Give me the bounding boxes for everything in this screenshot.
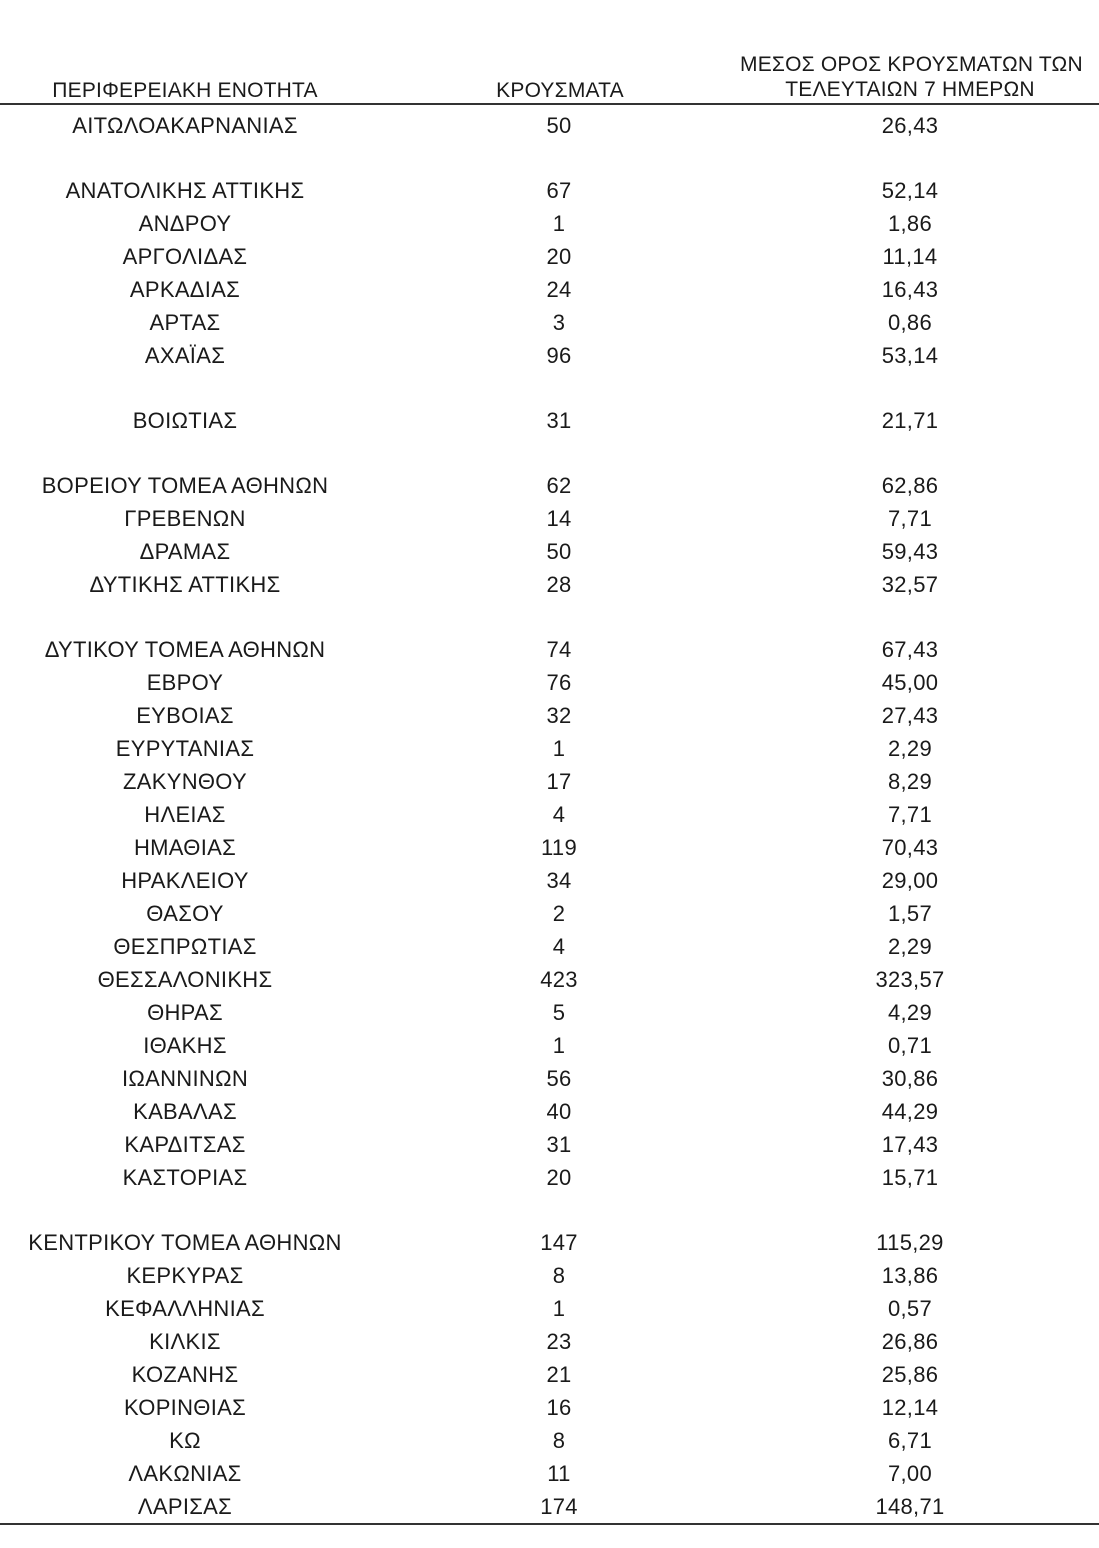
- table-row: [0, 404, 1099, 437]
- region-name-cell: ΚΕΝΤΡΙΚΟΥ ΤΟΜΕΑ ΑΘΗΝΩΝ: [28, 1230, 342, 1255]
- region-name-cell: ΚΑΣΤΟΡΙΑΣ: [122, 1165, 248, 1190]
- table-row: [0, 897, 1099, 930]
- column-header-average-line2: ΤΕΛΕΥΤΑΙΩΝ 7 ΗΜΕΡΩΝ: [785, 78, 1035, 101]
- cases-cell: 2: [552, 901, 566, 926]
- table-row: [0, 633, 1099, 666]
- table-row: [0, 1358, 1099, 1391]
- average-cell: 148,71: [875, 1494, 945, 1519]
- header-rule: [0, 103, 1099, 105]
- region-name-cell: ΑΧΑΪΑΣ: [144, 343, 226, 368]
- average-cell: 26,86: [881, 1329, 939, 1354]
- footer-rule: [0, 1523, 1099, 1525]
- column-header-average: [740, 52, 1083, 102]
- table-row: [0, 1029, 1099, 1062]
- cases-cell: 40: [546, 1099, 572, 1124]
- table-row: [0, 1095, 1099, 1128]
- average-cell: 2,29: [887, 934, 933, 959]
- column-header-average-line1: ΜΕΣΟΣ ΟΡΟΣ ΚΡΟΥΣΜΑΤΩΝ ΤΩΝ: [740, 53, 1083, 76]
- region-name-cell: ΗΜΑΘΙΑΣ: [133, 835, 237, 860]
- cases-cell: 96: [546, 343, 572, 368]
- region-name-cell: ΕΥΡΥΤΑΝΙΑΣ: [115, 736, 255, 761]
- average-cell: 26,43: [881, 113, 939, 138]
- cases-cell: 32: [546, 703, 572, 728]
- table-row: [0, 699, 1099, 732]
- average-cell: 17,43: [881, 1132, 939, 1157]
- table-row: [0, 339, 1099, 372]
- average-cell: 45,00: [881, 670, 939, 695]
- region-name-cell: ΙΘΑΚΗΣ: [143, 1033, 227, 1058]
- column-header-cases: ΚΡΟΥΣΜΑΤΑ: [496, 79, 624, 102]
- average-cell: 323,57: [875, 967, 945, 992]
- region-name-cell: ΒΟΙΩΤΙΑΣ: [132, 408, 238, 433]
- region-name-cell: ΒΟΡΕΙΟΥ ΤΟΜΕΑ ΑΘΗΝΩΝ: [41, 473, 329, 498]
- cases-cell: 34: [546, 868, 572, 893]
- region-name-cell: ΚΕΦΑΛΛΗΝΙΑΣ: [105, 1296, 265, 1321]
- cases-cell: 76: [546, 670, 572, 695]
- table-row: [0, 1161, 1099, 1194]
- region-name-cell: ΗΡΑΚΛΕΙΟΥ: [121, 868, 249, 893]
- average-cell: 32,57: [881, 572, 939, 597]
- cases-cell: 24: [546, 277, 572, 302]
- region-name-cell: ΑΝΑΤΟΛΙΚΗΣ ΑΤΤΙΚΗΣ: [65, 178, 305, 203]
- region-name-cell: ΔΡΑΜΑΣ: [139, 539, 231, 564]
- cases-cell: 8: [552, 1263, 566, 1288]
- table-row: [0, 963, 1099, 996]
- cases-cell: 74: [546, 637, 572, 662]
- average-cell: 62,86: [881, 473, 939, 498]
- table-row: [0, 864, 1099, 897]
- average-cell: 12,14: [881, 1395, 939, 1420]
- table-row: [0, 798, 1099, 831]
- table-body: [0, 109, 1099, 1523]
- cases-cell: 31: [546, 408, 572, 433]
- average-cell: 4,29: [887, 1000, 933, 1025]
- region-name-cell: ΘΕΣΣΑΛΟΝΙΚΗΣ: [97, 967, 273, 992]
- table-row: [0, 1226, 1099, 1259]
- table-row: [0, 1457, 1099, 1490]
- region-name-cell: ΙΩΑΝΝΙΝΩΝ: [121, 1066, 249, 1091]
- cases-cell: 4: [552, 802, 566, 827]
- table-row: [0, 996, 1099, 1029]
- region-name-cell: ΑΡΚΑΔΙΑΣ: [129, 277, 241, 302]
- average-cell: 30,86: [881, 1066, 939, 1091]
- cases-cell: 20: [546, 244, 572, 269]
- average-cell: 13,86: [881, 1263, 939, 1288]
- cases-cell: 3: [552, 310, 566, 335]
- region-name-cell: ΑΙΤΩΛΟΑΚΑΡΝΑΝΙΑΣ: [72, 113, 298, 138]
- cases-cell: 67: [546, 178, 572, 203]
- cases-cell: 20: [546, 1165, 572, 1190]
- region-name-cell: ΚΑΡΔΙΤΣΑΣ: [124, 1132, 246, 1157]
- region-name-cell: ΛΑΚΩΝΙΑΣ: [128, 1461, 242, 1486]
- region-name-cell: ΘΑΣΟΥ: [146, 901, 224, 926]
- region-name-cell: ΓΡΕΒΕΝΩΝ: [124, 506, 246, 531]
- cases-cell: 17: [546, 769, 572, 794]
- average-cell: 1,57: [887, 901, 933, 926]
- average-cell: 52,14: [881, 178, 939, 203]
- table-row: [0, 831, 1099, 864]
- region-name-cell: ΕΒΡΟΥ: [146, 670, 224, 695]
- average-cell: 44,29: [881, 1099, 939, 1124]
- average-cell: 16,43: [881, 277, 939, 302]
- region-name-cell: ΚΩ: [169, 1428, 201, 1453]
- cases-cell: 31: [546, 1132, 572, 1157]
- region-name-cell: ΔΥΤΙΚΟΥ ΤΟΜΕΑ ΑΘΗΝΩΝ: [44, 637, 326, 662]
- table-row: [0, 240, 1099, 273]
- table-row: [0, 1292, 1099, 1325]
- table-row: [0, 765, 1099, 798]
- average-cell: 1,86: [887, 211, 933, 236]
- cases-cell: 50: [546, 113, 572, 138]
- region-name-cell: ΚΟΡΙΝΘΙΑΣ: [124, 1395, 246, 1420]
- cases-cell: 1: [552, 1296, 566, 1321]
- table-row: [0, 568, 1099, 601]
- region-name-cell: ΚΕΡΚΥΡΑΣ: [126, 1263, 244, 1288]
- region-name-cell: ΔΥΤΙΚΗΣ ΑΤΤΙΚΗΣ: [89, 572, 281, 597]
- column-header-region: ΠΕΡΙΦΕΡΕΙΑΚΗ ΕΝΟΤΗΤΑ: [52, 79, 318, 102]
- cases-cell: 4: [552, 934, 566, 959]
- cases-cell: 21: [546, 1362, 572, 1387]
- average-cell: 7,71: [887, 506, 933, 531]
- table-row: [0, 273, 1099, 306]
- table-row: [0, 207, 1099, 240]
- table-row: [0, 1128, 1099, 1161]
- region-name-cell: ΘΗΡΑΣ: [147, 1000, 223, 1025]
- table-row: [0, 174, 1099, 207]
- region-name-cell: ΖΑΚΥΝΘΟΥ: [123, 769, 247, 794]
- average-cell: 70,43: [881, 835, 939, 860]
- cases-cell: 56: [546, 1066, 572, 1091]
- cases-cell: 14: [546, 506, 572, 531]
- region-name-cell: ΚΑΒΑΛΑΣ: [133, 1099, 237, 1124]
- table-row: [0, 1424, 1099, 1457]
- region-name-cell: ΗΛΕΙΑΣ: [144, 802, 226, 827]
- table-row: [0, 1490, 1099, 1523]
- table-row: [0, 535, 1099, 568]
- region-name-cell: ΚΟΖΑΝΗΣ: [131, 1362, 239, 1387]
- table-row: [0, 1259, 1099, 1292]
- average-cell: 6,71: [887, 1428, 933, 1453]
- average-cell: 53,14: [881, 343, 939, 368]
- cases-cell: 23: [546, 1329, 572, 1354]
- region-name-cell: ΚΙΛΚΙΣ: [149, 1329, 221, 1354]
- average-cell: 0,86: [887, 310, 933, 335]
- average-cell: 0,57: [887, 1296, 933, 1321]
- table-row: [0, 469, 1099, 502]
- cases-cell: 62: [546, 473, 572, 498]
- cases-cell: 8: [552, 1428, 566, 1453]
- cases-cell: 423: [540, 967, 578, 992]
- region-name-cell: ΕΥΒΟΙΑΣ: [136, 703, 234, 728]
- table-row: [0, 1391, 1099, 1424]
- average-cell: 0,71: [887, 1033, 933, 1058]
- average-cell: 115,29: [876, 1230, 944, 1255]
- cases-cell: 5: [552, 1000, 566, 1025]
- cases-cell: 11: [547, 1461, 571, 1486]
- region-name-cell: ΑΝΔΡΟΥ: [138, 211, 232, 236]
- average-cell: 7,71: [887, 802, 933, 827]
- region-name-cell: ΑΡΤΑΣ: [149, 310, 221, 335]
- average-cell: 7,00: [887, 1461, 933, 1486]
- table-row: [0, 306, 1099, 339]
- average-cell: 21,71: [881, 408, 939, 433]
- table-row: [0, 1062, 1099, 1095]
- cases-cell: 1: [552, 736, 566, 761]
- cases-cell: 147: [540, 1230, 578, 1255]
- average-cell: 25,86: [881, 1362, 939, 1387]
- cases-cell: 119: [541, 835, 577, 860]
- average-cell: 67,43: [881, 637, 939, 662]
- average-cell: 8,29: [887, 769, 933, 794]
- cases-cell: 16: [546, 1395, 572, 1420]
- table-row: [0, 666, 1099, 699]
- average-cell: 11,14: [882, 244, 938, 269]
- cases-cell: 174: [540, 1494, 578, 1519]
- table-row: [0, 1325, 1099, 1358]
- table-row: [0, 502, 1099, 535]
- average-cell: 27,43: [881, 703, 939, 728]
- region-name-cell: ΘΕΣΠΡΩΤΙΑΣ: [113, 934, 257, 959]
- cases-cell: 1: [552, 211, 566, 236]
- average-cell: 15,71: [881, 1165, 939, 1190]
- table-row: [0, 732, 1099, 765]
- region-name-cell: ΑΡΓΟΛΙΔΑΣ: [122, 244, 248, 269]
- table-row: [0, 930, 1099, 963]
- cases-cell: 1: [552, 1033, 566, 1058]
- average-cell: 2,29: [887, 736, 933, 761]
- region-name-cell: ΛΑΡΙΣΑΣ: [137, 1494, 233, 1519]
- cases-cell: 50: [546, 539, 572, 564]
- cases-cell: 28: [546, 572, 572, 597]
- average-cell: 59,43: [881, 539, 939, 564]
- table-row: [0, 109, 1099, 142]
- average-cell: 29,00: [881, 868, 939, 893]
